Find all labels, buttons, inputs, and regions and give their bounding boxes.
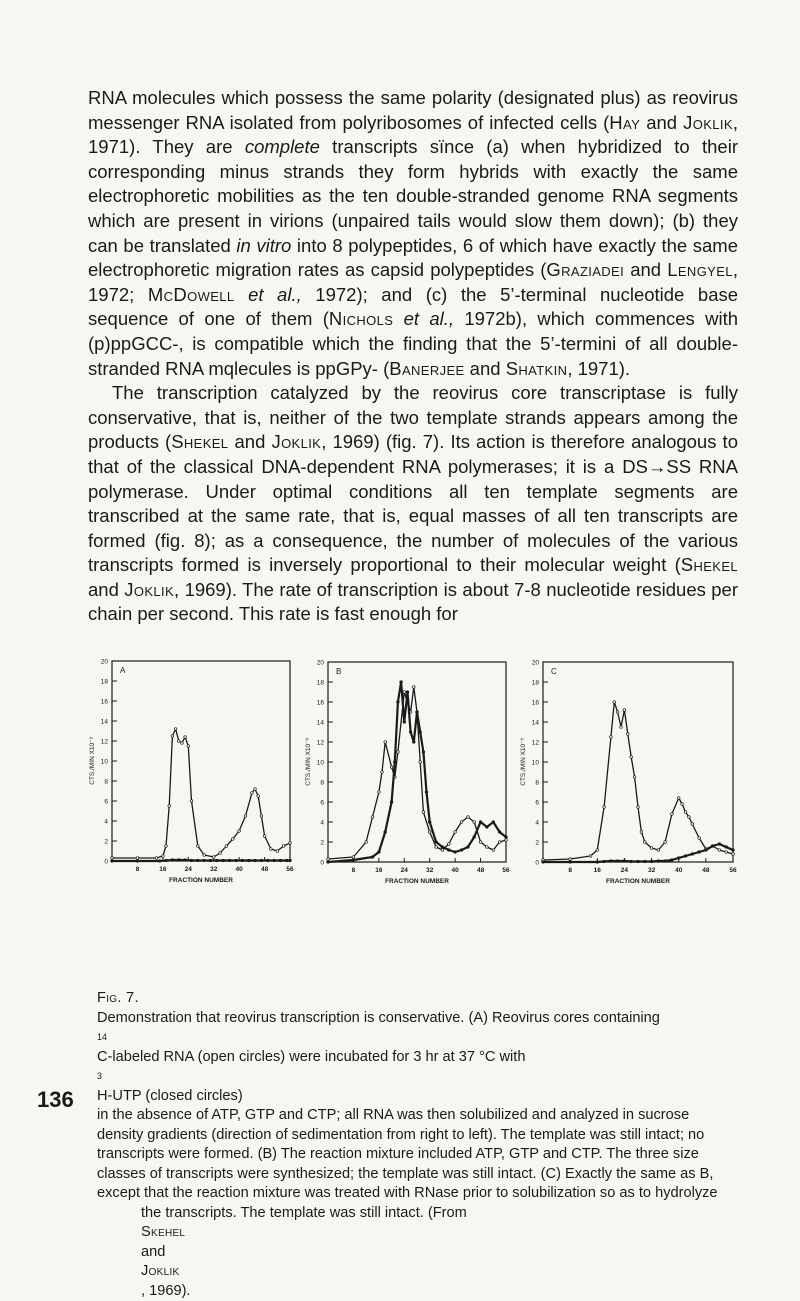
y-tick-label: 20 [101,659,109,666]
data-point [657,849,660,852]
y-tick-label: 2 [535,840,539,847]
series-line-open-circles [112,729,290,858]
y-tick-label: 8 [104,779,108,786]
x-tick-label: 48 [477,867,485,874]
data-point [187,745,190,748]
data-point [681,803,684,806]
data-point [209,859,212,862]
y-axis-label: CTS./MIN X10⁻³ [520,737,527,785]
data-point [403,721,406,724]
text-run [235,284,249,305]
text-run: transcripts were formed. (B) The reaction mixture included ATP, GTP and CTP. The three size [97,1145,735,1165]
data-point [479,821,482,824]
panel-label: B [336,667,341,676]
data-point [613,701,616,704]
author-name: Shatkin [506,358,568,379]
data-point [492,821,495,824]
x-tick-label: 8 [352,867,356,874]
caption-line [97,1126,735,1146]
data-point [352,859,355,862]
data-point [460,821,463,824]
y-tick-label: 20 [317,660,325,667]
data-point [162,855,165,858]
x-tick-label: 56 [502,867,510,874]
data-point [677,857,680,860]
x-tick-label: 24 [621,867,629,874]
figure-7-charts [85,648,745,988]
data-point [257,795,260,798]
author-name: Hay [609,112,640,133]
x-tick-label: 40 [675,867,683,874]
y-axis-label: CTS./MIN X10⁻³ [89,736,96,784]
data-point [422,811,425,814]
y-tick-label: 12 [317,740,325,747]
data-point [181,742,184,745]
text-run: C-labeled RNA (open circles) were incubated for 3 hr at 37 °C with [97,1048,735,1068]
data-point [419,731,422,734]
data-point [247,859,250,862]
data-point [698,837,701,840]
x-tick-label: 8 [568,867,572,874]
text-run: and [465,358,506,379]
y-tick-label: 8 [320,780,324,787]
author-name: Skehel [141,1223,735,1243]
italic-text: et al., [404,308,454,329]
author-name: Joklik [124,579,174,600]
data-point [190,800,193,803]
data-point [273,859,276,862]
data-point [441,846,444,849]
data-point [197,845,200,848]
y-tick-label: 0 [104,859,108,866]
data-point [254,859,257,862]
data-point [448,849,451,852]
caption-line [97,1204,735,1301]
data-point [428,821,431,824]
data-point [238,830,241,833]
data-point [630,860,633,863]
data-point [327,861,330,864]
data-point [390,801,393,804]
data-point [416,711,419,714]
data-point [422,751,425,754]
data-point [650,860,653,863]
x-tick-label: 8 [136,866,140,873]
data-point [165,845,168,848]
text-run: and [141,1243,735,1263]
data-point [616,860,619,863]
data-point [460,849,463,852]
x-tick-label: 40 [452,867,460,874]
data-point [365,841,368,844]
data-point [406,691,409,694]
data-point [725,846,728,849]
data-point [425,791,428,794]
y-tick-label: 12 [532,740,540,747]
data-point [677,797,680,800]
author-name: Banerjee [389,358,464,379]
x-tick-label: 24 [185,866,193,873]
data-point [171,859,174,862]
data-point [505,839,508,842]
data-point [409,731,412,734]
data-point [688,816,691,819]
data-point [222,859,225,862]
data-point [286,859,289,862]
y-tick-label: 0 [320,860,324,867]
y-tick-label: 16 [317,700,325,707]
data-point [664,841,667,844]
x-tick-label: 48 [261,866,269,873]
panel-label: C [551,667,557,676]
author-name: McDowell [148,284,235,305]
data-point [711,845,714,848]
text-run: , 1969). The rate of transcription is about 7-8 nucleotide residues per chain per second. This rate is fast enough for [88,579,738,625]
chart-frame [543,662,733,862]
data-point [212,856,215,859]
caption-line [97,1028,735,1106]
data-point [610,860,613,863]
y-tick-label: 6 [104,799,108,806]
data-point [111,857,114,860]
data-point [732,853,735,856]
data-point [691,853,694,856]
data-point [184,859,187,862]
author-name: Nichols [329,308,393,329]
data-point [718,843,721,846]
figure-7 [85,648,745,988]
data-point [136,860,139,863]
page-number: 136 [37,1087,74,1113]
data-point [650,847,653,850]
figure-caption [97,989,735,1301]
data-point [282,845,285,848]
data-point [203,859,206,862]
data-point [705,849,708,852]
data-point [394,761,397,764]
x-tick-label: 32 [426,867,434,874]
data-point [397,751,400,754]
y-tick-label: 8 [535,780,539,787]
data-point [327,858,330,861]
y-tick-label: 18 [101,679,109,686]
data-point [671,813,674,816]
data-point [403,691,406,694]
data-point [664,860,667,863]
text-run: , 1972; [88,259,738,305]
data-point [718,849,721,852]
data-point [473,836,476,839]
data-point [219,852,222,855]
text-run: and [88,579,124,600]
y-tick-label: 2 [320,840,324,847]
data-point [178,740,181,743]
data-point [603,806,606,809]
body-text [88,86,738,627]
data-point [378,851,381,854]
italic-text: in vitro [236,235,291,256]
text-run: , 1969) (fig. 7). Its action is therefore analogous to that of the classical DNA-dependent RNA polymerases; it is a DS→SS RNA polymerase. Under optimal conditions all ten template segments are transcribed at the same rate, that is, equal masses of all ten transcripts are formed (fig. 8); as a consequence, the number of molecules of the various transcripts formed is inversely proportional to their molecular weight ( [88,431,738,575]
data-point [732,849,735,852]
y-tick-label: 18 [532,680,540,687]
data-point [155,857,158,860]
data-point [158,860,161,863]
y-tick-label: 18 [317,680,325,687]
data-point [384,831,387,834]
data-point [216,859,219,862]
data-point [596,849,599,852]
y-tick-label: 6 [535,800,539,807]
data-point [486,826,489,829]
data-point [244,815,247,818]
x-tick-label: 32 [210,866,218,873]
y-tick-label: 10 [532,760,540,767]
text-run: , 1969). [141,1282,735,1301]
text-run: 1972); and (c) the 5’-terminal nucleotide base sequence of one of them ( [88,284,738,330]
data-point [633,776,636,779]
y-tick-label: 20 [532,660,540,667]
data-point [630,756,633,759]
paragraph-2 [88,381,738,627]
x-tick-label: 48 [702,867,710,874]
data-point [254,788,257,791]
author-name: Joklik [141,1262,735,1282]
caption-line [97,1106,735,1126]
panel-label: A [120,666,126,675]
y-tick-label: 16 [532,700,540,707]
data-point [479,841,482,844]
data-point [435,846,438,849]
data-point [178,859,181,862]
data-point [371,856,374,859]
chart-frame [328,662,506,862]
data-point [435,841,438,844]
y-tick-label: 12 [101,739,109,746]
x-tick-label: 56 [286,866,294,873]
data-point [184,736,187,739]
text-run: and [624,259,667,280]
data-point [684,855,687,858]
y-tick-label: 0 [535,860,539,867]
data-point [542,861,545,864]
data-point [644,841,647,844]
text-run: into 8 polypeptides, 6 of which have exactly the same electrophoretic migration rates as capsid polypeptides ( [88,235,738,281]
data-point [637,860,640,863]
x-tick-label: 16 [594,867,602,874]
data-point [698,851,701,854]
x-tick-label: 24 [401,867,409,874]
text-run: H-UTP (closed circles) [97,1087,735,1107]
data-point [492,849,495,852]
data-point [505,836,508,839]
italic-text: complete [245,136,320,157]
data-point [569,861,572,864]
text-run: classes of transcripts were synthesized; the template was still intact. (C) Exactly the same as B, [97,1165,735,1185]
caption-line [97,1145,735,1165]
x-tick-label: 16 [159,866,167,873]
author-name: Shekel [681,554,738,575]
caption-line [97,1165,735,1185]
data-point [473,821,476,824]
text-run: and [228,431,271,452]
data-point [400,681,403,684]
y-axis-label: CTS./MIN X10⁻³ [305,737,312,785]
text-run [393,308,403,329]
y-tick-label: 10 [317,760,325,767]
text-run: RNA molecules which possess the same polarity (designated plus) as reovirus messenger RNA isolated from polyribosomes of infected cells ( [88,87,738,133]
data-point [448,843,451,846]
data-point [454,831,457,834]
data-point [627,733,630,736]
y-tick-label: 4 [535,820,539,827]
text-run: transcripts sїnce (a) when hybridized to their corresponding minus strands they form hybrids with exactly the same electrophoretic mobilities as the ten double-stranded genome RNA segments which are present in virions (unpaired tails would slow them down); (b) they can be translated [88,136,738,255]
y-tick-label: 4 [320,820,324,827]
data-point [279,859,282,862]
data-point [111,860,114,863]
data-point [657,860,660,863]
data-point [174,728,177,731]
y-tick-label: 16 [101,699,109,706]
data-point [168,805,171,808]
data-point [241,859,244,862]
data-point [260,815,263,818]
data-point [467,846,470,849]
data-point [644,860,647,863]
data-point [413,741,416,744]
data-point [569,858,572,861]
data-point [684,811,687,814]
data-point [454,851,457,854]
x-tick-label: 16 [375,867,383,874]
data-point [616,711,619,714]
data-point [190,859,193,862]
author-name: Fig. 7. [97,989,735,1009]
data-point [267,859,270,862]
data-point [263,835,266,838]
caption-line [97,989,735,1028]
data-point [381,771,384,774]
data-point [413,686,416,689]
data-point [270,848,273,851]
data-point [603,860,606,863]
data-point [235,859,238,862]
author-name: Graziadei [546,259,624,280]
author-name: Shekel [171,431,228,452]
y-tick-label: 14 [317,720,325,727]
text-run: , 1971). [567,358,630,379]
data-point [371,816,374,819]
italic-text: et al., [248,284,302,305]
data-point [225,845,228,848]
x-tick-label: 40 [236,866,244,873]
text-run: the transcripts. The template was still intact. (From [141,1204,735,1224]
x-axis-label: FRACTION NUMBER [385,878,449,885]
x-axis-label: FRACTION NUMBER [169,877,233,884]
data-point [419,761,422,764]
data-point [171,735,174,738]
data-point [428,831,431,834]
x-tick-label: 56 [729,867,737,874]
data-point [725,851,728,854]
data-point [486,846,489,849]
author-name: Joklik [271,431,321,452]
data-point [620,726,623,729]
data-point [498,831,501,834]
data-point [203,854,206,857]
data-point [691,823,694,826]
data-point [251,792,254,795]
superscript: 3 [97,1067,735,1087]
data-point [498,841,501,844]
x-axis-label: FRACTION NUMBER [606,878,670,885]
data-point [623,860,626,863]
data-point [289,859,292,862]
data-point [467,816,470,819]
data-point [589,855,592,858]
text-run: Demonstration that reovirus transcription is conservative. (A) Reovirus cores containing [97,1009,735,1029]
superscript: 14 [97,1028,735,1048]
text-run: and [640,112,683,133]
data-point [260,859,263,862]
x-tick-label: 32 [648,867,656,874]
data-point [637,806,640,809]
author-name: Joklik [683,112,733,133]
y-tick-label: 4 [104,819,108,826]
data-point [228,859,231,862]
data-point [610,736,613,739]
caption-line [97,1184,735,1204]
data-point [352,856,355,859]
data-point [289,842,292,845]
data-point [640,831,643,834]
data-point [384,741,387,744]
author-name: Lengyel [667,259,733,280]
y-tick-label: 10 [101,759,109,766]
data-point [136,857,139,860]
data-point [671,859,674,862]
data-point [232,838,235,841]
data-point [390,766,393,769]
paragraph-1 [88,86,738,381]
y-tick-label: 2 [104,839,108,846]
y-tick-label: 14 [532,720,540,727]
text-run: , 1971). They are [88,112,738,158]
data-point [276,850,279,853]
data-point [197,859,200,862]
series-line-open-circles [543,702,733,860]
text-run: 1972b), which commences with (p)ppGCC-, is compatible which the finding that the 5’-termini of all double-stranded RNA mqlecules is ppGPy- ( [88,308,738,378]
data-point [378,791,381,794]
text-run: except that the reaction mixture was treated with RNase prior to solubilization so as to hydrolyze [97,1184,735,1204]
y-tick-label: 14 [101,719,109,726]
data-point [623,709,626,712]
text-run: density gradients (direction of sedimentation from right to left). The template was still intact; no [97,1126,735,1146]
data-point [165,859,168,862]
text-run: in the absence of ATP, GTP and CTP; all RNA was then solubilized and analyzed in sucrose [97,1106,735,1126]
data-point [441,849,444,852]
text-run: The transcription catalyzed by the reovirus core transcriptase is fully conservative, that is, neither of the two template strands appears among the products ( [88,382,738,452]
y-tick-label: 6 [320,800,324,807]
data-point [596,861,599,864]
data-point [397,701,400,704]
